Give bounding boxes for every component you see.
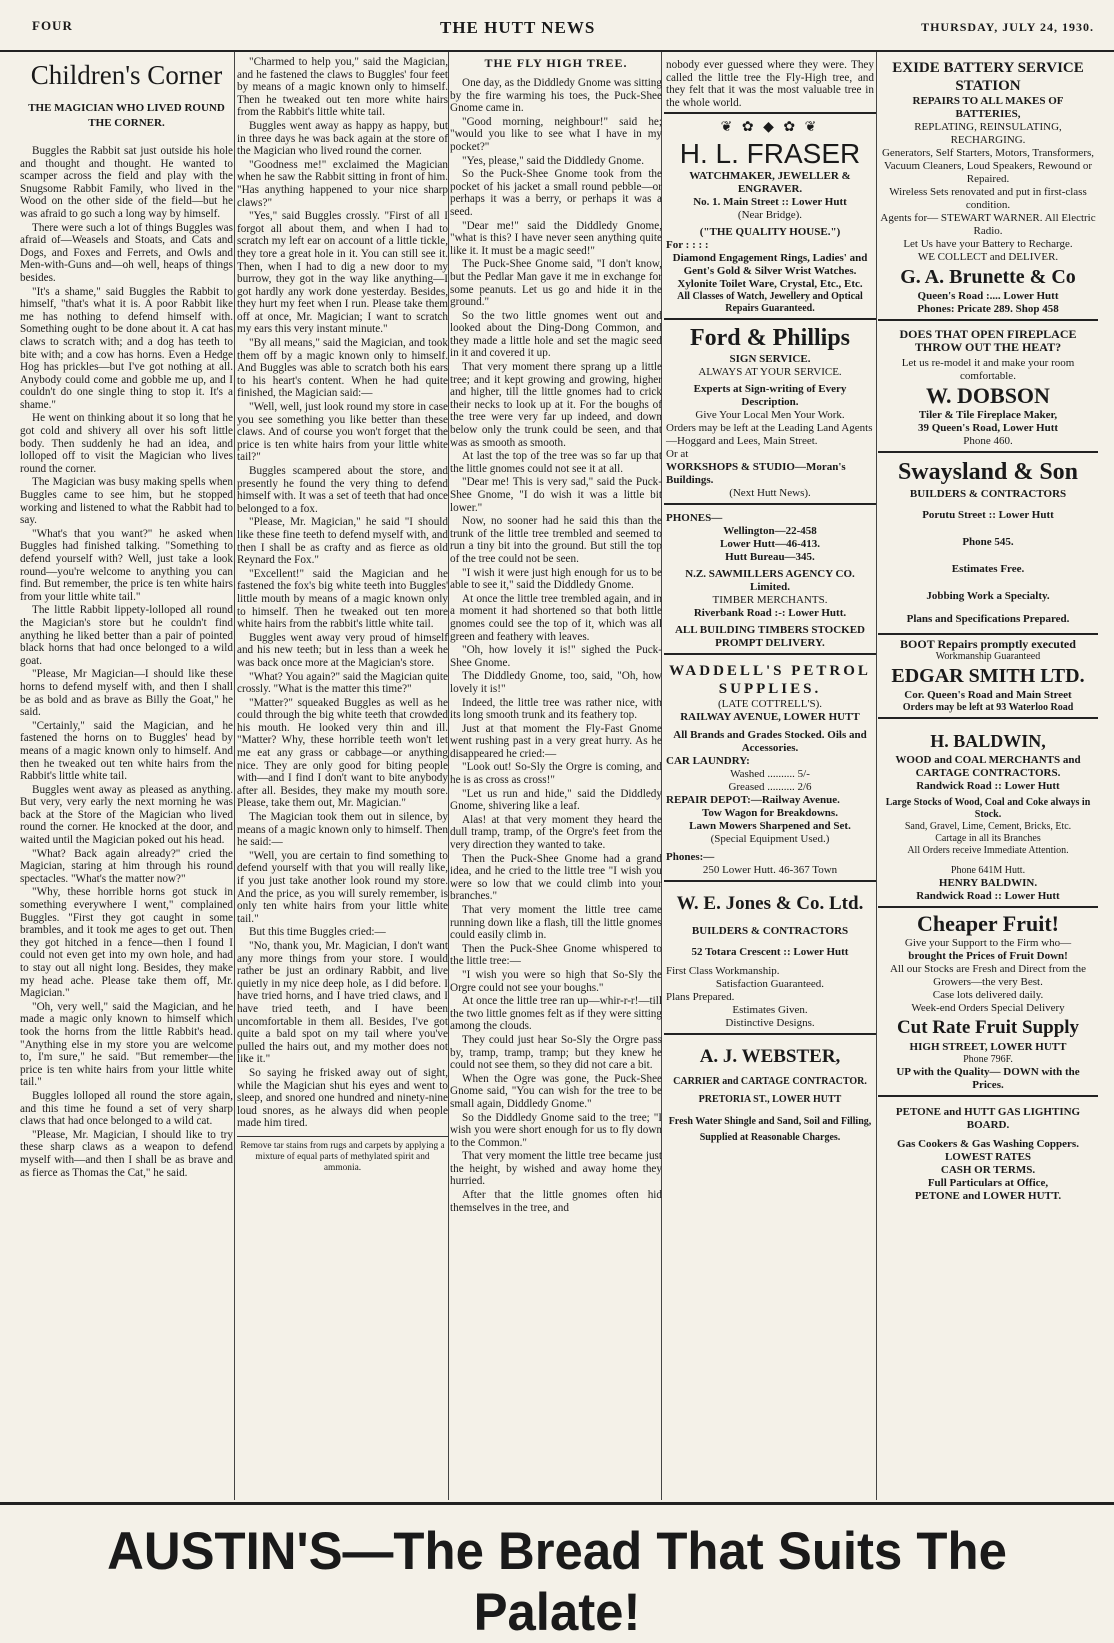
story-paragraph: "Oh, how lovely it is!" sighed the Puck-Shee Gnome.	[450, 644, 662, 669]
banner-text: AUSTIN'S—The Bread That Suits The Palate!	[107, 1522, 1007, 1642]
dobson-headline: DOES THAT OPEN FIREPLACE THROW OUT THE HEAT?	[899, 327, 1077, 354]
story-paragraph: "I wish you were so high that So-Sly the Orgre could not see your boughs."	[450, 968, 662, 994]
story-paragraph: Buggles lolloped all round the store again, and this time he found a set of very sharp claws that had once belonged to a wild cat.	[20, 1089, 233, 1128]
webster-trade: CARRIER and CARTAGE CONTRACTOR.	[673, 1076, 867, 1088]
advertisements-column-right	[878, 56, 1098, 1498]
waddell-greased: Greased .......... 2/6	[728, 781, 812, 794]
story-paragraph: So saying he frisked away out of sight, while the Magician shut his eyes and went to sleep, and snored one hundred and ninety-nine loud snores, as he always did when people made him tired.	[237, 1066, 448, 1130]
story-paragraph: "Yes," said Buggles crossly. "First of all I forgot all about them, and when I had to scratch my left ear on account of a little tickle, they tore a great hole in it. You can still see it. Then, when I had to dig a new door to my burrow, they got in the way like anything—I got hardly any work done yesterday. Besides, they hurt my feet when I run. Please take them off at once, Mr. Magician; I want to scratch my ears this very instant minute."	[237, 210, 448, 336]
exide-title: EXIDE BATTERY SERVICE STATION	[892, 60, 1084, 94]
jones-name: W. E. Jones & Co. Ltd.	[676, 893, 864, 915]
story-paragraph: Buggles the Rabbit sat just outside his hole and thought and thought. He wanted to scamper across the field and play with the Snugsome Rabbit Family, who lived in the Wood on the other side of the field—but he was afraid to go such a long way by himself.	[20, 145, 233, 220]
fruit-slogan: UP with the Quality— DOWN with the Prices.	[896, 1066, 1080, 1091]
story-paragraph: "Oh, very well," said the Magician, and he made a magic only known to himself which took the horns from the little Rabbit's head. "Anything else in my store you are welcome to, I'm sure," he said. "But remember—the price is ten white hairs from your little white tail."	[20, 1000, 233, 1089]
jones-designs: Distinctive Designs.	[725, 1017, 815, 1030]
baldwin-trade: WOOD and COAL MERCHANTS and CARTAGE CONTRACTORS.	[895, 754, 1081, 779]
story-paragraph: Alas! at that very moment they heard the dull tramp, tramp, of the Orgre's feet from the very direction they wanted to take.	[450, 813, 662, 852]
fraser-xylonite: Xylonite Toilet Ware, Crystal, Etc., Etc.	[677, 278, 863, 291]
ford-or-at: Or at	[666, 448, 689, 461]
story-paragraph: They could just hear So-Sly the Orgre pass by, tramp, tramp, tramp; but they knew he could not see them, so they did not care a bit.	[450, 1033, 662, 1072]
waddell-mowers: Lawn Mowers Sharpened and Set.	[689, 820, 851, 833]
story-paragraph: "Please, Mr. Magician, I should like to try these sharp claws as a weapon to defend myself with—and then I shall be as brave and as fierce as Thomas the Cat," he said.	[20, 1128, 233, 1179]
dobson-address: 39 Queen's Road, Lower Hutt	[917, 422, 1059, 434]
austins-bread-banner	[0, 1502, 1114, 1642]
exide-replating: REPLATING, REINSULATING, RECHARGING.	[914, 121, 1062, 146]
jones-first: First Class Workmanship.	[666, 965, 780, 978]
exide-repairs: REPAIRS TO ALL MAKES OF BATTERIES,	[912, 95, 1064, 120]
story-paragraph: Then the Puck-Shee Gnome whispered to the little tree:—	[450, 942, 662, 968]
gas-cash: CASH OR TERMS.	[940, 1164, 1036, 1176]
story-paragraph: "Dear me! This is very sad," said the Puck-Shee Gnome, "I do wish it was a little bit lower."	[450, 476, 662, 514]
masthead	[0, 0, 1114, 52]
story-paragraph: That very moment the little tree came running down like a flash, till the little gnomes could easily climb in.	[450, 904, 662, 942]
story-paragraph: Buggles scampered about the store, and presently he found the very thing to defend himself with. It was a set of teeth that had once belonged to a fox.	[237, 465, 448, 515]
household-tip: Remove tar stains from rugs and carpets by applying a mixture of equal parts of methylated spirit and ammonia.	[237, 1136, 448, 1174]
story-paragraph: There were such a lot of things Buggles was afraid of—Weasels and Stoats, and Cats and Dogs, and Foxes and Ferrets, and Owls and Men-with-Guns and—oh well, heaps of things besides.	[20, 221, 233, 284]
baldwin-name: H. BALDWIN,	[930, 731, 1046, 751]
sawmillers-trade: TIMBER MERCHANTS.	[712, 594, 828, 607]
story-paragraph: "Look out! So-Sly the Orgre is coming, and he is as cross as cross!"	[450, 761, 662, 787]
baldwin-address: Randwick Road :: Lower Hutt	[916, 780, 1060, 792]
column-rule	[876, 52, 877, 1500]
swaysland-est: Estimates Free.	[951, 563, 1025, 575]
smith-cor: Cor. Queen's Road and Main Street	[904, 689, 1072, 701]
advertisements-column-left	[664, 56, 876, 1498]
baldwin-sig-addr: Randwick Road :: Lower Hutt	[916, 890, 1060, 902]
fruit-stocks: All our Stocks are Fresh and Direct from the Growers—the very Best.	[889, 963, 1087, 988]
fraser-ad	[664, 114, 876, 320]
fly-high-tree-column	[450, 56, 662, 1496]
swaysland-jobbing: Jobbing Work a Specialty.	[926, 590, 1050, 602]
swaysland-ad	[878, 453, 1098, 635]
baldwin-ad	[878, 719, 1098, 908]
story-title: THE MAGICIAN WHO LIVED ROUND THE CORNER.	[28, 102, 225, 129]
fraser-trade: WATCHMAKER, JEWELLER & ENGRAVER.	[689, 170, 851, 196]
gas-cookers: Gas Cookers & Gas Washing Coppers.	[897, 1138, 1079, 1150]
fruit-weekend: Week-end Orders Special Delivery	[911, 1002, 1065, 1014]
swaysland-address: Porutu Street :: Lower Hutt	[922, 509, 1054, 521]
story-paragraph: Indeed, the little tree was rather nice, with its long smooth trunk and its feathery top.	[450, 696, 662, 722]
childrens-corner-column	[20, 56, 233, 1496]
story-paragraph: "Well, you are certain to find something to defend yourself with that you will really like, if you just take another look round my store. And the price, as you will surely remember, is only ten white hairs from your little white tail."	[237, 849, 448, 925]
story-paragraph: At last the top of the tree was so far up that the little gnomes could not see it at all.	[450, 450, 662, 475]
sawmillers-phone: Wellington—22-458	[723, 525, 817, 538]
story-paragraph: So the Puck-Shee Gnome took from the pocket of his jacket a small round pebble—or perhaps it was a berry, or perhaps it was a seed.	[450, 168, 662, 218]
dobson-letus: Let us re-model it and make your room comfortable.	[901, 357, 1075, 382]
story-paragraph: So the two little gnomes went out and looked about the Ding-Dong Common, and they made a little hole and set the magic seed in it and covered it up.	[450, 309, 662, 360]
waddell-special: (Special Equipment Used.)	[710, 833, 830, 846]
fruit-phone: Phone 796F.	[963, 1054, 1013, 1065]
ford-experts: Experts at Sign-writing of Every Description.	[693, 383, 847, 409]
fraser-goods: Diamond Engagement Rings, Ladies' and Gent's Gold & Silver Wrist Watches.	[672, 252, 868, 278]
story-continuation-column	[237, 56, 448, 1496]
story-paragraph: At once the little tree ran up—whir-r-r!—till the two little gnomes felt as if they were sitting among the clouds.	[450, 995, 662, 1033]
gas-petone: PETONE and LOWER HUTT.	[914, 1190, 1062, 1202]
ornament-icon: ❦ ✿ ◆ ✿ ❦	[720, 120, 820, 136]
exide-name: G. A. Brunette & Co	[900, 266, 1076, 288]
story-paragraph: The Magician was busy making spells when Buggles came to see him, but he stopped working and listened to what the Rabbit had to say.	[20, 476, 233, 527]
dobson-trade: Tiler & Tile Fireplace Maker,	[918, 409, 1058, 421]
fraser-address: No. 1. Main Street :: Lower Hutt	[693, 196, 847, 209]
story-paragraph: The Puck-Shee Gnome said, "I don't know, but the Pedlar Man gave it me in exchange for some peanuts. Let us go and hide it in the ground."	[450, 258, 662, 309]
fruit-headline: Cheaper Fruit!	[917, 911, 1059, 936]
jones-plans: Plans Prepared.	[666, 991, 735, 1004]
story-body	[237, 56, 448, 1130]
story-paragraph: "Please, Mr. Magician," he said "I should like these fine teeth to defend myself with, and then I shall be as crafty and as fierce as old Reynard the Fox."	[237, 516, 448, 567]
story-paragraph: "Charmed to help you," said the Magician, and he fastened the claws to Buggles' four feet by means of a magic known only to himself. Then he tweaked out ten more white hairs from the Rabbit's little white tail.	[237, 56, 448, 119]
waddell-late: (LATE COTTRELL'S).	[717, 698, 823, 711]
story-paragraph: He went on thinking about it so long that he got cold and shivery all over his soft little body. Then suddenly he had an idea, and lolloped off to visit the Magician who lives round the corner.	[20, 412, 233, 475]
waddell-avenue: RAILWAY AVENUE, LOWER HUTT	[680, 711, 860, 724]
gas-title: PETONE and HUTT GAS LIGHTING BOARD.	[895, 1106, 1081, 1131]
webster-address: PRETORIA ST., LOWER HUTT	[698, 1094, 842, 1106]
fraser-near: (Near Bridge).	[737, 209, 803, 222]
jones-trade: BUILDERS & CONTRACTORS	[691, 925, 849, 938]
story-paragraph: Just at that moment the Fly-Fast Gnome went rushing past in a very great hurry. As he disappeared he cried:—	[450, 722, 662, 760]
smith-boot: BOOT Repairs promptly executed	[900, 637, 1076, 651]
story-paragraph: Now, no sooner had he said this than the trunk of the little tree trembled and seemed to run a tiny bit into the ground. But still the top of the tree could not be seen.	[450, 515, 662, 565]
fraser-for: For : : : :	[666, 239, 709, 252]
story-paragraph: "No, thank you, Mr. Magician, I don't want any more things from your store. I would rather be just an ordinary Rabbit, and live quietly in my nice deep hole, as I did before. I have tried horns, and I have tried claws, and I have tried teeth, and I have been uncomfortable in them all. Besides, I've got quite a bald spot on my tail where you've pulled the hairs out, and my mother does not like it."	[237, 939, 448, 1066]
waddell-repair: REPAIR DEPOT:—Railway Avenue.	[666, 794, 840, 807]
fruit-give: Give your Support to the Firm who—	[904, 937, 1072, 949]
gas-lowest: LOWEST RATES	[944, 1151, 1032, 1163]
story-body	[20, 145, 233, 1179]
story-paragraph: But this time Buggles cried:—	[249, 926, 386, 939]
webster-water: Fresh Water Shingle and Sand, Soil and Filling,	[668, 1116, 872, 1128]
jones-sat: Satisfaction Guaranteed.	[715, 978, 825, 991]
story-paragraph: "Good morning, neighbour!" said he; "would you like to see what I have in my pocket?"	[450, 115, 662, 153]
swaysland-trade: BUILDERS & CONTRACTORS	[909, 488, 1067, 500]
story-paragraph: One day, as the Diddledy Gnome was sitting by the fire warming his toes, the Puck-Shee Gnome came in.	[450, 77, 662, 115]
story-paragraph: "Well, well, just look round my store in case you see something you like better than these claws. And of course you won't forget that the price is ten white hairs from your little white tail?"	[237, 401, 448, 464]
baldwin-cartage: Cartage in all its Branches	[935, 833, 1041, 844]
jones-address: 52 Totara Crescent :: Lower Hutt	[691, 946, 849, 959]
story-conclusion: nobody ever guessed where they were. They called the little tree the Fly-High tree, and they felt that it was the most valuable tree in the whole world.	[664, 56, 876, 114]
waddell-laundry: CAR LAUNDRY:	[666, 755, 750, 768]
dobson-phone: Phone 460.	[963, 435, 1013, 447]
ford-workshops: WORKSHOPS & STUDIO—Moran's Buildings.	[666, 461, 846, 487]
fraser-name: H. L. FRASER	[679, 138, 861, 170]
story-paragraph: "Excellent!" said the Magician and he fastened the fox's big white teeth into Buggles' little mouth by means of a magic known only to himself. Then he tweaked out ten more white hairs from the rabbit's little white tail.	[237, 567, 448, 631]
ford-always: ALWAYS AT YOUR SERVICE.	[698, 366, 842, 379]
story-paragraph: "I wish it were just high enough for us to be able to see it," said the Diddledy Gnome.	[450, 566, 662, 592]
story-paragraph: "Please, Mr Magician—I should like these horns to defend myself with, and then I shall be as bold and as brave as Billy the Goat," he said.	[20, 668, 233, 719]
webster-ad	[664, 1035, 876, 1147]
issue-date: THURSDAY, JULY 24, 1930.	[921, 20, 1094, 34]
swaysland-name: Swaysland & Son	[897, 459, 1079, 485]
smith-orders: Orders may be left at 93 Waterloo Road	[902, 702, 1074, 713]
waddell-numbers: 250 Lower Hutt. 46-367 Town	[702, 864, 838, 877]
sawmillers-phone: Lower Hutt—46-413.	[719, 538, 820, 551]
ford-service: SIGN SERVICE.	[729, 353, 811, 366]
story-paragraph: Then the Puck-Shee Gnome had a grand idea, and he cried to the little tree "I wish you were so low that we could climb into your branches."	[450, 852, 662, 903]
exide-phones: Phones: Pricate 289. Shop 458	[917, 303, 1059, 315]
story-paragraph: So the Diddledy Gnome said to the tree; "I wish you were short enough for us to fly down to the Common."	[450, 1111, 662, 1149]
story-paragraph: "Dear me!" said the Diddledy Gnome, "what is this? I have never seen anything quite like it. It must be a magic seed!"	[450, 219, 662, 257]
dobson-name: W. DOBSON	[926, 383, 1050, 408]
section-heading: Children's Corner	[30, 60, 223, 90]
baldwin-sig: HENRY BALDWIN.	[938, 877, 1038, 889]
exide-agents: Agents for— STEWART WARNER. All Electric Radio.	[880, 212, 1096, 237]
dobson-ad	[878, 321, 1098, 453]
jones-est: Estimates Given.	[732, 1004, 808, 1017]
sawmillers-phone: Hutt Bureau—345.	[725, 551, 815, 564]
story-paragraph: Buggles went away as pleased as anything. But very, very early the next morning he was back at the Store of the Magician who lived round the corner. He knocked at the door, and waited until the Magician poked out his head.	[20, 783, 233, 847]
fruit-address: HIGH STREET, LOWER HUTT	[909, 1041, 1067, 1053]
webster-supplied: Supplied at Reasonable Charges.	[699, 1132, 841, 1144]
sawmillers-phones-label: PHONES—	[666, 512, 723, 525]
waddell-ad	[664, 655, 876, 882]
swaysland-plans: Plans and Specifications Prepared.	[906, 613, 1070, 625]
fruit-name: Cut Rate Fruit Supply	[896, 1017, 1080, 1038]
story-paragraph: "What? Back again already?" cried the Magician, staring at him through his round spectacles. "What's the matter now?"	[20, 847, 233, 885]
exide-wireless: Wireless Sets renovated and put in first-class condition.	[889, 186, 1087, 211]
story-paragraph: That very moment there sprang up a little tree; and it kept growing and growing, higher and higher, till the little gnomes had to crick their necks to look up at it. For the boughs of the tree were very far up indeed, and down below only the trunk could be seen, and that was as smooth as smooth.	[450, 361, 662, 449]
story-paragraph: "Matter?" squeaked Buggles as well as he could through the big white teeth that crowded his mouth. He looked very thin and ill. "Matter? Why, these horrible teeth won't let me eat any grass or cabbage—or anything nice. They are only good for biting people with—and I find I don't want to bite anybody after all. Besides, they make my mouth sore. Please, take them out, Mr. Magician."	[237, 696, 448, 810]
webster-name: A. J. WEBSTER,	[699, 1046, 841, 1068]
waddell-tow: Tow Wagon for Breakdowns.	[702, 807, 838, 820]
ford-phillips-ad	[664, 320, 876, 505]
story-paragraph: "Let us run and hide," said the Diddledy Gnome, shivering like a leaf.	[450, 787, 662, 813]
gas-full: Full Particulars at Office,	[927, 1177, 1049, 1189]
sawmillers-address: Riverbank Road :-: Lower Hutt.	[693, 607, 847, 620]
baldwin-sand: Sand, Gravel, Lime, Cement, Bricks, Etc.	[904, 821, 1072, 832]
waddell-washed: Washed .......... 5/-	[730, 768, 810, 781]
story-paragraph: "It's a shame," said Buggles the Rabbit to himself, "that's what it is. A poor Rabbit like me has nothing to defend himself with. Something ought to be done about it. A cat has claws to scratch with; and a dog has teeth to bite with; and a cow has horns. Even a Hedge Hog has prickles—but I've got nothing at all. Anybody could come and gobble me up, and I couldn't do one single thing to stop it. It's a shame."	[20, 285, 233, 411]
ford-orders: Orders may be left at the Leading Land Agents—Hoggard and Lees, Main Street.	[666, 422, 873, 448]
baldwin-stocks: Large Stocks of Wood, Coal and Coke always in Stock.	[885, 797, 1091, 820]
story-paragraph: Buggles went away very proud of himself and his new teeth; but in less than a week he was back once more at the Magician's store.	[237, 631, 448, 669]
fruit-case: Case lots delivered daily.	[932, 989, 1044, 1001]
fruit-brought: brought the Prices of Fruit Down!	[908, 950, 1068, 962]
exide-generators: Generators, Self Starters, Motors, Transformers, Vacuum Cleaners, Loud Speakers, Rewound or Repaired.	[881, 147, 1095, 185]
story-paragraph: At once the little tree trembled again, and in a moment it had shortened so that both little gnomes could see the top of it, which was all green and feathery with leaves.	[450, 592, 662, 643]
story-paragraph: When the Ogre was gone, the Puck-Shee Gnome said, "You can wish for the tree to be small again, Diddledy Gnome."	[450, 1072, 662, 1110]
story-paragraph: After that the little gnomes often hid themselves in the tree, and	[450, 1189, 662, 1214]
exide-ad	[878, 56, 1098, 321]
story-paragraph: "Why, these horrible horns got stuck in something everywhere I went," complained Buggles. "First they got caught in some brambles, and it took me ages to get out. Then they got hitched in a fence—then I found I could not even get into my own hole, and had to stay out all night long. Besides, they make my head ache. Please take them off, Mr. Magician."	[20, 886, 233, 1000]
waddell-brands: All Brands and Grades Stocked. Oils and Accessories.	[673, 729, 867, 755]
smith-work: Workmanship Guaranteed	[935, 651, 1041, 662]
page-number: FOUR	[32, 18, 73, 33]
waddell-phones: Phones:—	[666, 851, 715, 864]
sawmillers-note: ALL BUILDING TIMBERS STOCKED PROMPT DELIVERY.	[674, 624, 865, 650]
story-paragraph: The Diddledy Gnome, too, said, "Oh, how lovely it is!"	[450, 670, 662, 695]
edgar-smith-ad	[878, 635, 1098, 719]
story-paragraph: "Yes, please," said the Diddledy Gnome.	[462, 154, 644, 167]
ford-give: Give Your Local Men Your Work.	[695, 409, 845, 422]
sawmillers-ad	[664, 505, 876, 655]
ford-name: Ford & Phillips	[689, 325, 851, 352]
baldwin-phone: Phone 641M Hutt.	[950, 865, 1026, 876]
swaysland-phone: Phone 545.	[962, 536, 1014, 548]
story-paragraph: "By all means," said the Magician, and took them off by a magic known only to himself. And Buggles was able to scratch both his ears to his heart's content. When he had quite finished, the Magician said:—	[237, 337, 448, 400]
waddell-name: WADDELL'S PETROL SUPPLIES.	[669, 663, 871, 698]
fruit-ad	[878, 908, 1098, 1097]
story-paragraph: That very moment the little tree became just the height, by wished and away home they hurried.	[450, 1150, 662, 1188]
story-paragraph: "Certainly," said the Magician, and he fastened the horns on to Buggles' head by means of a magic known only to himself. And then he tweaked out ten white hairs from the Rabbit's little white tail.	[20, 719, 233, 783]
newspaper-name: THE HUTT NEWS	[440, 18, 596, 37]
story-paragraph: The little Rabbit lippety-lolloped all round the Magician's store but he couldn't find anything he liked better than a pair of pointed black horns that had once belonged to a wild goat.	[20, 604, 233, 667]
column-rule	[448, 52, 449, 1500]
baldwin-orders: All Orders receive Immediate Attention.	[907, 845, 1069, 856]
story-paragraph: Buggles went away as happy as happy, but in three days he was back again at the store of the Magician who lived round the corner.	[237, 119, 448, 158]
sawmillers-name: N.Z. SAWMILLERS AGENCY CO. Limited.	[685, 568, 855, 594]
story-paragraph: "What's that you want?" he asked when Buggles had finished talking. "Something to defend yourself with? Well, just take a look round—you're welcome to anything you can find. But remember, the price is ten white hairs from your little white tail."	[20, 527, 233, 603]
story-paragraph: "What? You again?" said the Magician quite crossly. "What is the matter this time?"	[237, 670, 448, 696]
story-paragraph: "Goodness me!" exclaimed the Magician when he saw the Rabbit sitting in front of him. "Has anything happened to your nice sharp claws?"	[237, 158, 448, 209]
exide-letus: Let Us have your Battery to Recharge.	[903, 238, 1073, 250]
gas-board-ad	[878, 1097, 1098, 1206]
story-paragraph: The Magician took them out in silence, by means of a magic known only to himself. Then he said:—	[237, 811, 448, 849]
exide-address: Queen's Road :.... Lower Hutt	[917, 290, 1059, 302]
ford-next: (Next Hutt News).	[729, 487, 811, 500]
fraser-house: ("THE QUALITY HOUSE.")	[699, 226, 841, 239]
smith-name: EDGAR SMITH LTD.	[891, 665, 1085, 687]
story-title: THE FLY HIGH TREE.	[484, 56, 628, 70]
fraser-repairs: All Classes of Watch, Jewellery and Optical Repairs Guaranteed.	[677, 291, 863, 315]
jones-ad	[664, 882, 876, 1035]
exide-collect: WE COLLECT and DELIVER.	[917, 251, 1059, 263]
story-body	[450, 77, 662, 1214]
column-rule	[234, 52, 235, 1500]
